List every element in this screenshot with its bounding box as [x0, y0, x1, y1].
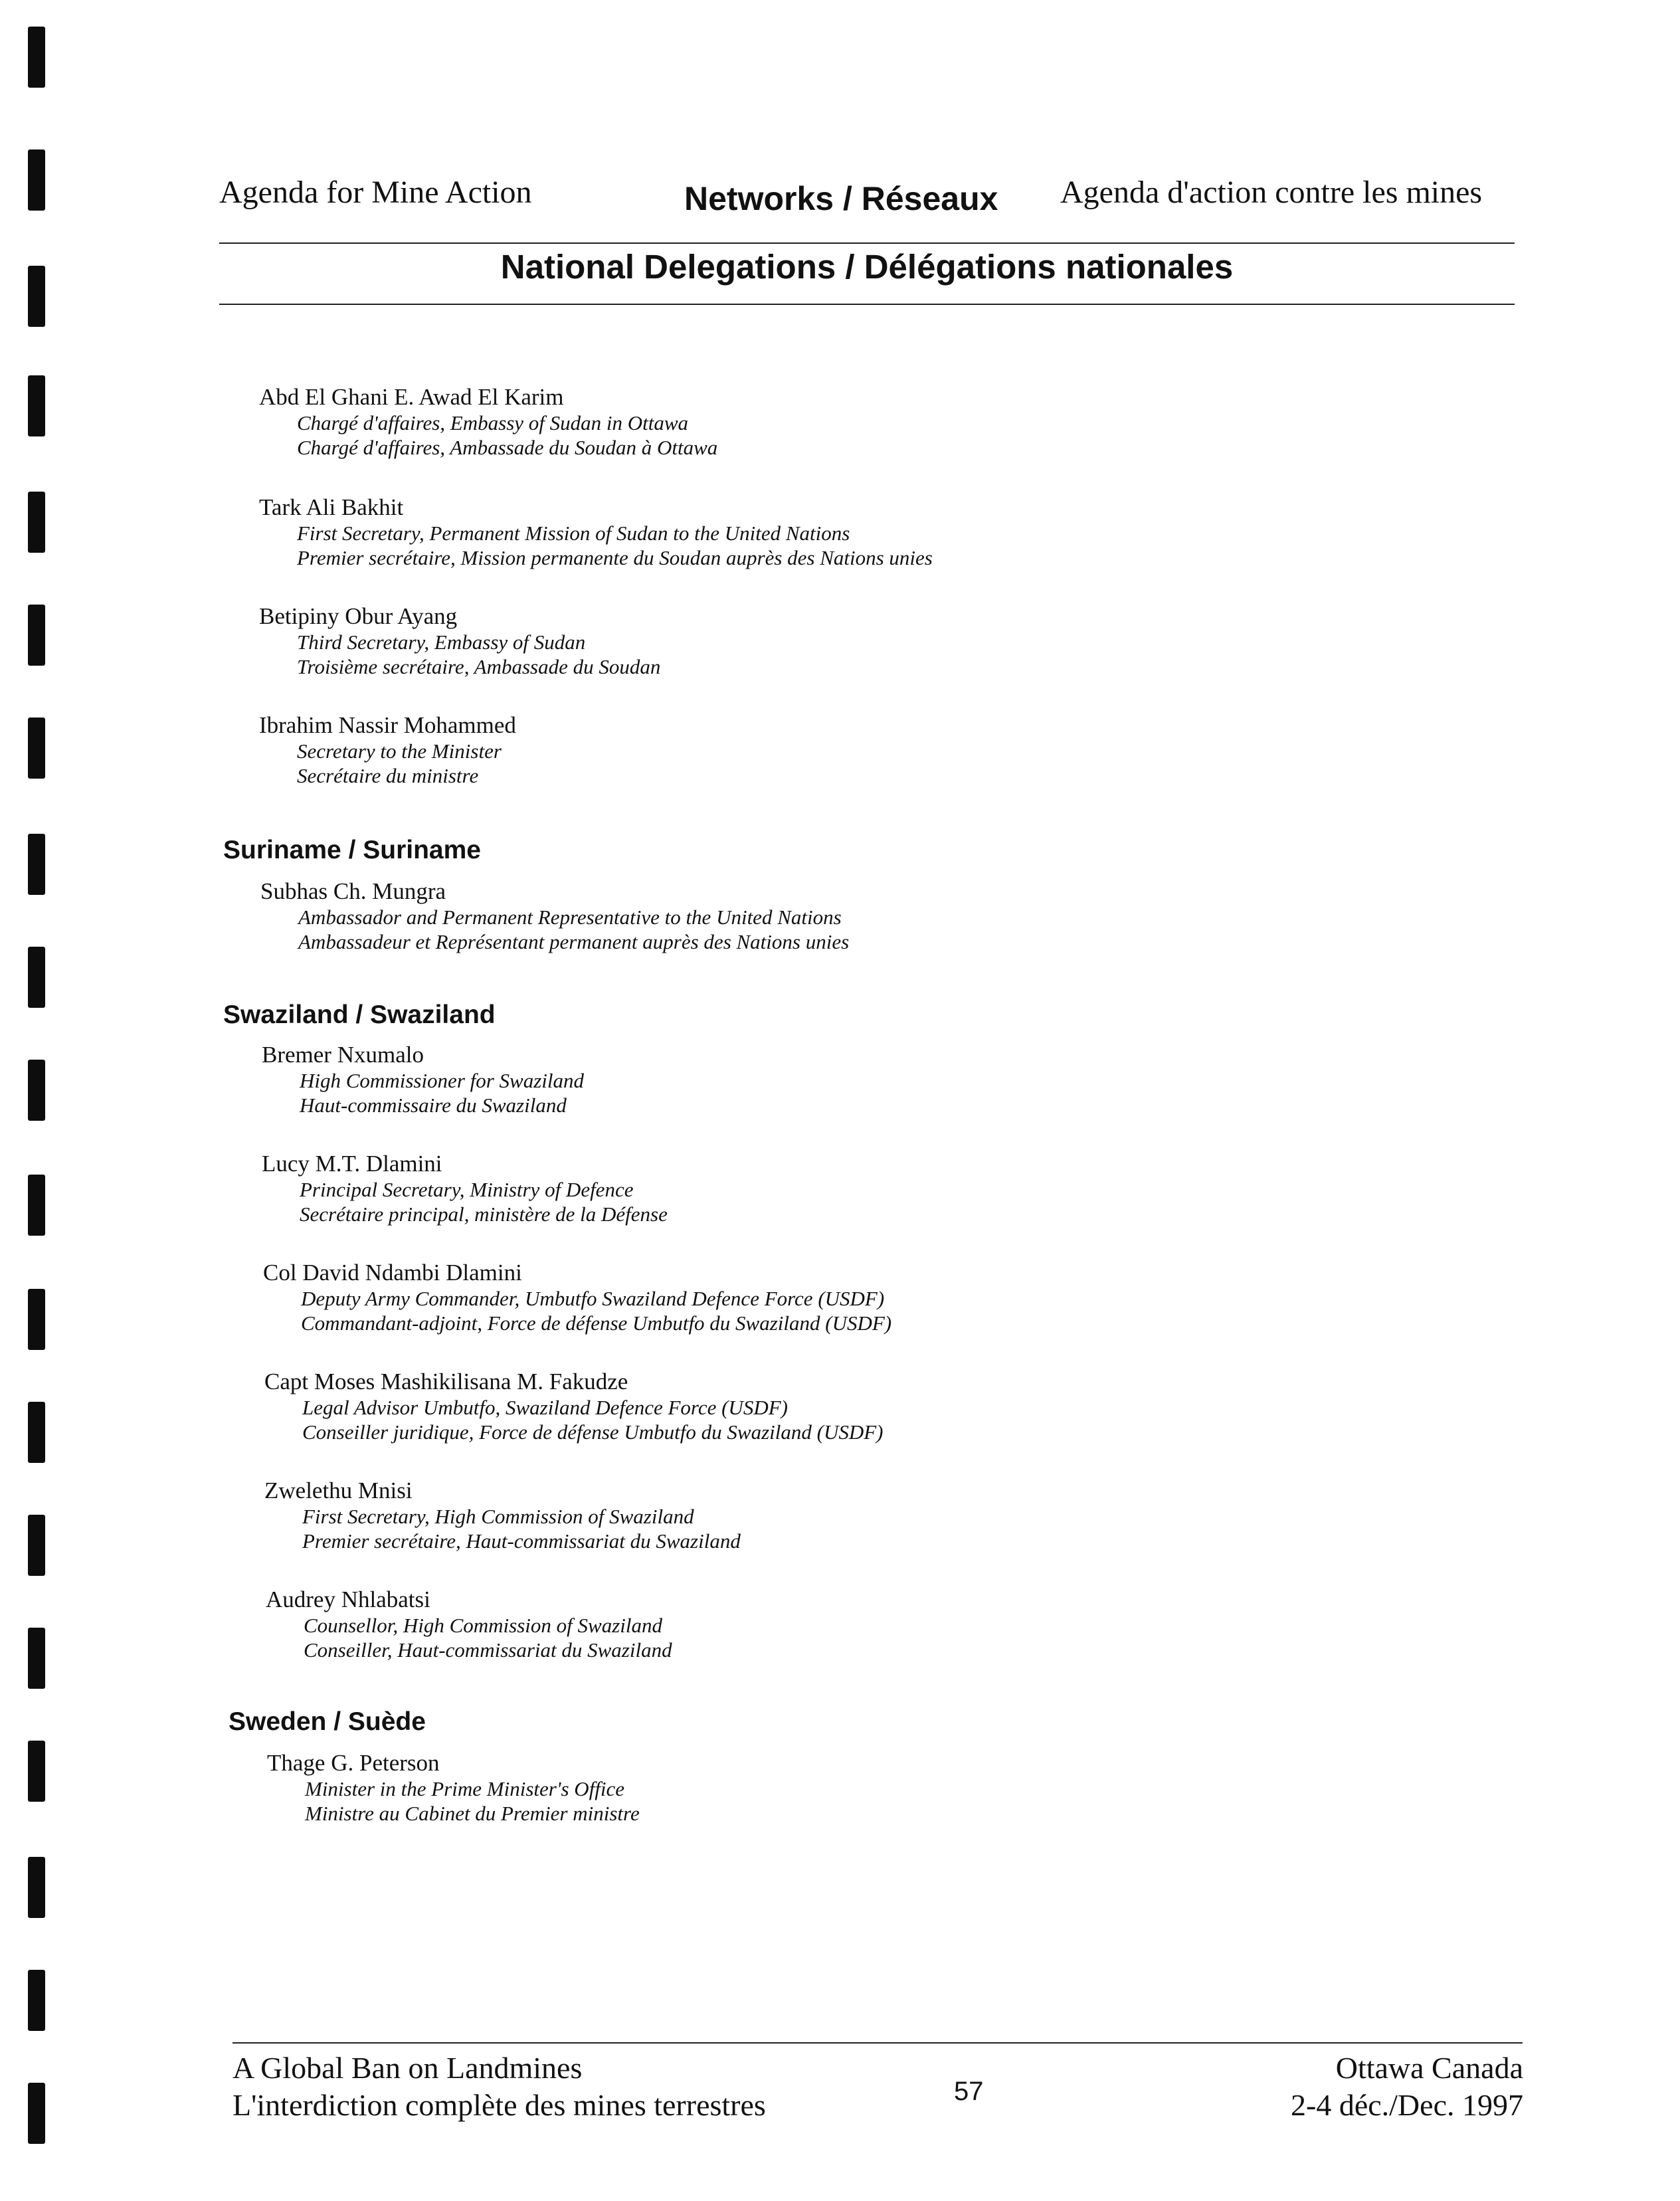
delegate-role-en: Counsellor, High Commission of Swaziland [304, 1614, 662, 1637]
delegate-name: Col David Ndambi Dlamini [263, 1260, 522, 1286]
binder-mark [28, 1289, 45, 1350]
delegate-name: Ibrahim Nassir Mohammed [259, 712, 516, 738]
binder-mark [28, 1402, 45, 1463]
header-left-title: Agenda for Mine Action [219, 175, 532, 210]
footer-right-line2: 2-4 déc./Dec. 1997 [1291, 2088, 1523, 2122]
delegate-name: Abd El Ghani E. Awad El Karim [259, 384, 564, 410]
header-center-title: Networks / Réseaux [684, 180, 998, 217]
delegate-role-en: Third Secretary, Embassy of Sudan [297, 630, 586, 654]
delegate-role-fr: Premier secrétaire, Haut-commissariat du Swaziland [302, 1529, 741, 1553]
footer-left-line2: L'interdiction complète des mines terrestres [233, 2088, 766, 2122]
binder-mark [28, 834, 45, 895]
country-heading-suriname: Suriname / Suriname [223, 836, 481, 864]
delegate-role-fr: Troisième secrétaire, Ambassade du Soudan [297, 655, 661, 678]
delegate-role-en: Chargé d'affaires, Embassy of Sudan in Ottawa [297, 411, 689, 434]
delegate-role-fr: Premier secrétaire, Mission permanente du Soudan auprès des Nations unies [297, 546, 933, 569]
delegate-role-en: Principal Secretary, Ministry of Defence [300, 1178, 634, 1201]
delegate-name: Betipiny Obur Ayang [259, 603, 458, 629]
country-heading-sweden: Sweden / Suède [229, 1707, 426, 1736]
country-heading-swaziland: Swaziland / Swaziland [223, 1001, 496, 1029]
delegate-entry [266, 1586, 672, 1662]
delegate-role-en: Legal Advisor Umbutfo, Swaziland Defence Force (USDF) [302, 1396, 788, 1419]
binder-mark [28, 1060, 45, 1121]
delegate-name: Thage G. Peterson [267, 1750, 440, 1776]
header-rule-bottom [219, 304, 1515, 305]
binder-mark [28, 718, 45, 779]
delegate-role-fr: Conseiller, Haut-commissariat du Swaziland [304, 1638, 672, 1662]
delegate-role-fr: Haut-commissaire du Swaziland [300, 1094, 567, 1117]
delegate-role-fr: Conseiller juridique, Force de défense Umbutfo du Swaziland (USDF) [302, 1420, 884, 1444]
binder-mark [28, 1515, 45, 1576]
delegate-role-fr: Commandant-adjoint, Force de défense Umbutfo du Swaziland (USDF) [301, 1311, 892, 1335]
page-number: 57 [954, 2077, 984, 2106]
header-rule-top [219, 242, 1515, 244]
delegate-name: Tark Ali Bakhit [259, 494, 404, 520]
delegate-role-fr: Ambassadeur et Représentant permanent auprès des Nations unies [298, 930, 850, 953]
binder-mark [28, 605, 45, 666]
binder-mark [28, 492, 45, 553]
binder-mark [28, 2083, 45, 2144]
binder-mark [28, 149, 45, 211]
binder-mark [28, 1970, 45, 2031]
delegate-entry [259, 712, 516, 788]
footer-right-line1: Ottawa Canada [1335, 2051, 1523, 2085]
delegate-name: Bremer Nxumalo [262, 1042, 424, 1068]
delegate-role-fr: Ministre au Cabinet du Premier ministre [305, 1802, 640, 1825]
delegate-entry [267, 1750, 640, 1826]
delegate-entry [260, 878, 849, 954]
delegate-entry [259, 603, 660, 679]
delegate-role-en: First Secretary, High Commission of Swaziland [302, 1505, 694, 1528]
delegate-entry [264, 1478, 741, 1553]
delegate-role-fr: Secrétaire principal, ministère de la Défense [300, 1202, 668, 1226]
delegate-role-en: Ambassador and Permanent Representative to the United Nations [298, 906, 842, 929]
delegate-role-fr: Chargé d'affaires, Ambassade du Soudan à Ottawa [297, 436, 718, 459]
header-right-title: Agenda d'action contre les mines [1060, 175, 1483, 210]
delegate-entry [262, 1042, 584, 1117]
binder-mark [28, 1628, 45, 1689]
delegate-role-en: Minister in the Prime Minister's Office [305, 1777, 625, 1800]
footer-left-line1: A Global Ban on Landmines [233, 2051, 583, 2085]
delegate-name: Audrey Nhlabatsi [266, 1586, 430, 1612]
delegate-name: Lucy M.T. Dlamini [262, 1151, 442, 1177]
delegate-role-fr: Secrétaire du ministre [297, 764, 479, 787]
delegate-role-en: Deputy Army Commander, Umbutfo Swaziland Defence Force (USDF) [301, 1287, 885, 1310]
binder-mark [28, 947, 45, 1008]
footer-rule [233, 2042, 1523, 2044]
delegate-role-en: Secretary to the Minister [297, 739, 502, 763]
delegate-role-en: High Commissioner for Swaziland [300, 1069, 585, 1092]
delegate-entry [262, 1151, 668, 1226]
binder-mark [28, 1741, 45, 1802]
footer-left [233, 2050, 766, 2124]
footer-right [1291, 2050, 1523, 2124]
delegate-entry [263, 1260, 891, 1335]
delegate-entry [264, 1369, 883, 1444]
delegate-role-en: First Secretary, Permanent Mission of Sudan to the United Nations [297, 522, 850, 545]
delegate-name: Capt Moses Mashikilisana M. Fakudze [264, 1369, 628, 1394]
binder-mark [28, 27, 45, 88]
binder-mark [28, 375, 45, 436]
binder-mark [28, 1857, 45, 1918]
binder-mark [28, 1175, 45, 1236]
delegate-name: Subhas Ch. Mungra [260, 878, 446, 904]
section-title: National Delegations / Délégations nationales [500, 248, 1234, 286]
delegate-name: Zwelethu Mnisi [264, 1478, 413, 1503]
delegate-entry [259, 384, 717, 460]
delegate-entry [259, 494, 933, 570]
